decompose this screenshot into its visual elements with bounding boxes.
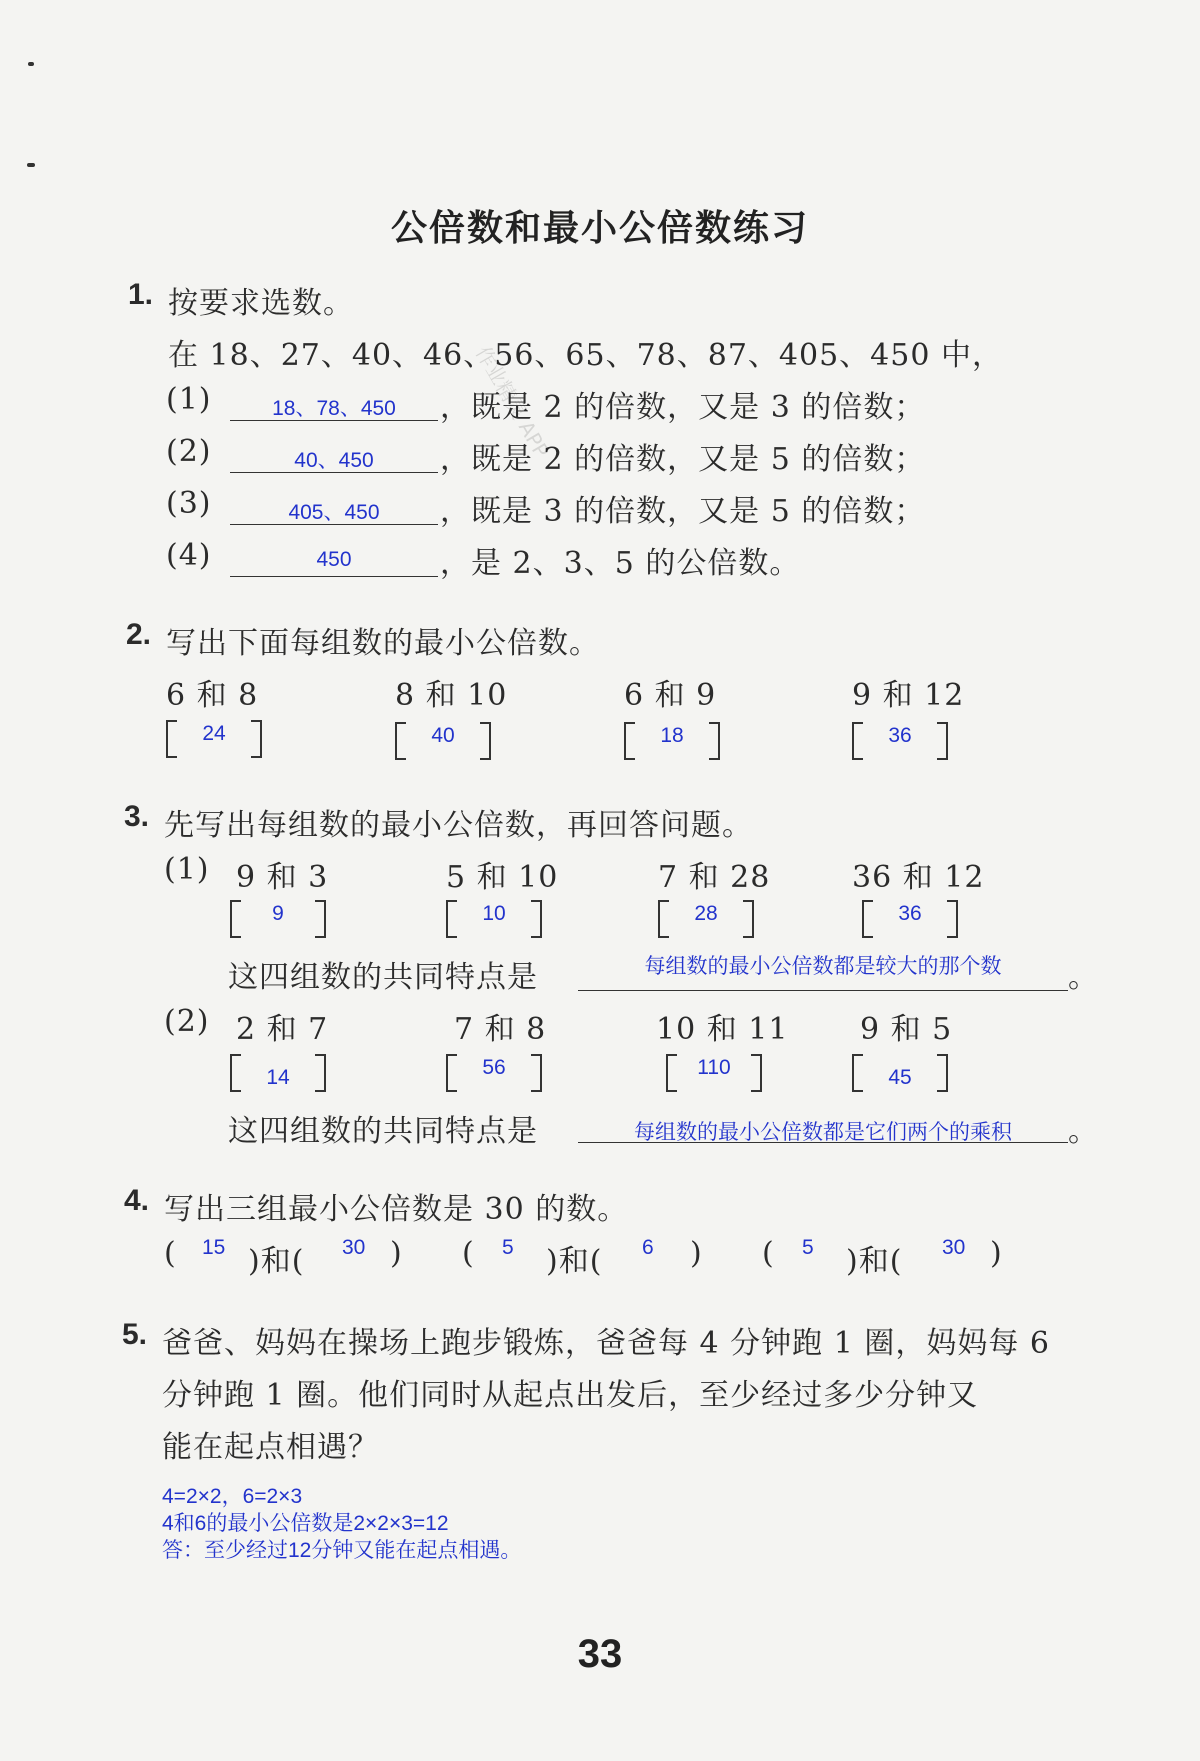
item-text: ，既是 2 的倍数，又是 5 的倍数； xyxy=(440,442,926,477)
answer-text: 40 xyxy=(431,724,455,747)
answer-bracket xyxy=(446,1054,542,1090)
answer-text: 36 xyxy=(888,724,912,747)
answer-bracket xyxy=(852,722,948,758)
pair-label: 6 和 8 xyxy=(166,678,259,713)
question-text: 按要求选数。 xyxy=(168,286,354,321)
answer-text: 36 xyxy=(898,902,922,925)
item-label: (4) xyxy=(166,538,212,573)
item-text: ，是 2、3、5 的公倍数。 xyxy=(440,546,801,581)
answer-bracket xyxy=(395,722,491,758)
answer-text: 110 xyxy=(697,1056,731,1079)
page-number: 33 xyxy=(577,1632,623,1676)
part-label: (2) xyxy=(164,1004,210,1039)
item-label: (3) xyxy=(166,486,212,521)
answer-text: 6 xyxy=(642,1236,654,1259)
item-label: (1) xyxy=(166,382,212,417)
prompt-text: 这四组数的共同特点是 xyxy=(228,960,538,995)
answer-text: 18 xyxy=(660,724,684,747)
question-text: 分钟跑 1 圈。他们同时从起点出发后，至少经过多少分钟又 xyxy=(162,1378,979,1413)
answer-bracket xyxy=(230,900,326,936)
connector: )和( xyxy=(248,1244,305,1279)
number-list: 在 18、27、40、46、56、65、78、87、405、450 中， xyxy=(168,338,1003,373)
pair-label: 9 和 3 xyxy=(236,860,329,895)
paren: ( xyxy=(462,1236,475,1271)
question-text: 能在起点相遇？ xyxy=(162,1430,379,1465)
item-text: ，既是 2 的倍数，又是 3 的倍数； xyxy=(440,390,926,425)
solution-line: 答：至少经过12分钟又能在起点相遇。 xyxy=(162,1539,522,1562)
connector: )和( xyxy=(546,1244,603,1279)
pair-label: 9 和 5 xyxy=(860,1012,953,1047)
answer-bracket xyxy=(666,1054,762,1090)
solution-line: 4和6的最小公倍数是2×2×3=12 xyxy=(162,1512,449,1535)
question-number: 3. xyxy=(124,800,150,833)
connector: )和( xyxy=(846,1244,903,1279)
period: 。 xyxy=(1068,1114,1099,1149)
answer-text: 15 xyxy=(202,1236,226,1259)
pair-label: 36 和 12 xyxy=(852,860,985,895)
answer-text: 45 xyxy=(888,1066,912,1089)
paren: ( xyxy=(164,1236,177,1271)
pair-label: 5 和 10 xyxy=(446,860,559,895)
margin-mark xyxy=(28,62,34,66)
answer-text: 30 xyxy=(942,1236,966,1259)
margin-mark xyxy=(27,163,35,167)
answer-text: 每组数的最小公倍数都是它们两个的乘积 xyxy=(634,1121,1012,1144)
question-number: 1. xyxy=(128,278,154,311)
solution-line: 4=2×2，6=2×3 xyxy=(162,1485,303,1508)
pair-label: 9 和 12 xyxy=(852,678,965,713)
item-text: ，既是 3 的倍数，又是 5 的倍数； xyxy=(440,494,926,529)
answer-text: 10 xyxy=(482,902,506,925)
paren: ) xyxy=(390,1236,403,1271)
watermark: 作业精灵 APP xyxy=(470,342,554,462)
answer-text: 405、450 xyxy=(288,501,380,524)
answer-text: 14 xyxy=(266,1066,290,1089)
answer-bracket xyxy=(658,900,754,936)
paren: ) xyxy=(990,1236,1003,1271)
paren: ) xyxy=(690,1236,703,1271)
answer-text: 30 xyxy=(342,1236,366,1259)
question-text: 先写出每组数的最小公倍数，再回答问题。 xyxy=(164,808,753,843)
part-label: (1) xyxy=(164,852,210,887)
question-text: 写出下面每组数的最小公倍数。 xyxy=(166,626,600,661)
answer-bracket xyxy=(624,722,720,758)
answer-text: 5 xyxy=(802,1236,814,1259)
answer-text: 24 xyxy=(202,722,226,745)
answer-text: 9 xyxy=(272,902,284,925)
answer-bracket xyxy=(852,1054,948,1090)
period: 。 xyxy=(1068,960,1099,995)
pair-label: 7 和 8 xyxy=(454,1012,547,1047)
question-text: 写出三组最小公倍数是 30 的数。 xyxy=(164,1192,629,1227)
answer-text: 56 xyxy=(482,1056,506,1079)
answer-blank xyxy=(578,990,1068,991)
paren: ( xyxy=(762,1236,775,1271)
answer-text: 5 xyxy=(502,1236,514,1259)
pair-label: 2 和 7 xyxy=(236,1012,329,1047)
answer-blank xyxy=(230,576,438,577)
question-number: 5. xyxy=(122,1318,148,1351)
pair-label: 10 和 11 xyxy=(656,1012,789,1047)
answer-text: 每组数的最小公倍数都是较大的那个数 xyxy=(644,955,1002,978)
answer-text: 18、78、450 xyxy=(272,397,396,420)
question-number: 2. xyxy=(126,618,152,651)
answer-bracket xyxy=(862,900,958,936)
answer-text: 40、450 xyxy=(294,449,374,472)
question-number: 4. xyxy=(124,1184,150,1217)
answer-bracket xyxy=(166,720,262,756)
pair-label: 6 和 9 xyxy=(624,678,717,713)
pair-label: 7 和 28 xyxy=(658,860,771,895)
answer-text: 28 xyxy=(694,902,718,925)
answer-bracket xyxy=(446,900,542,936)
answer-bracket xyxy=(230,1054,326,1090)
page-title: 公倍数和最小公倍数练习 xyxy=(390,208,809,249)
prompt-text: 这四组数的共同特点是 xyxy=(228,1114,538,1149)
answer-text: 450 xyxy=(316,548,352,571)
item-label: (2) xyxy=(166,434,212,469)
question-text: 爸爸、妈妈在操场上跑步锻炼，爸爸每 4 分钟跑 1 圈，妈妈每 6 xyxy=(162,1326,1050,1361)
pair-label: 8 和 10 xyxy=(395,678,508,713)
